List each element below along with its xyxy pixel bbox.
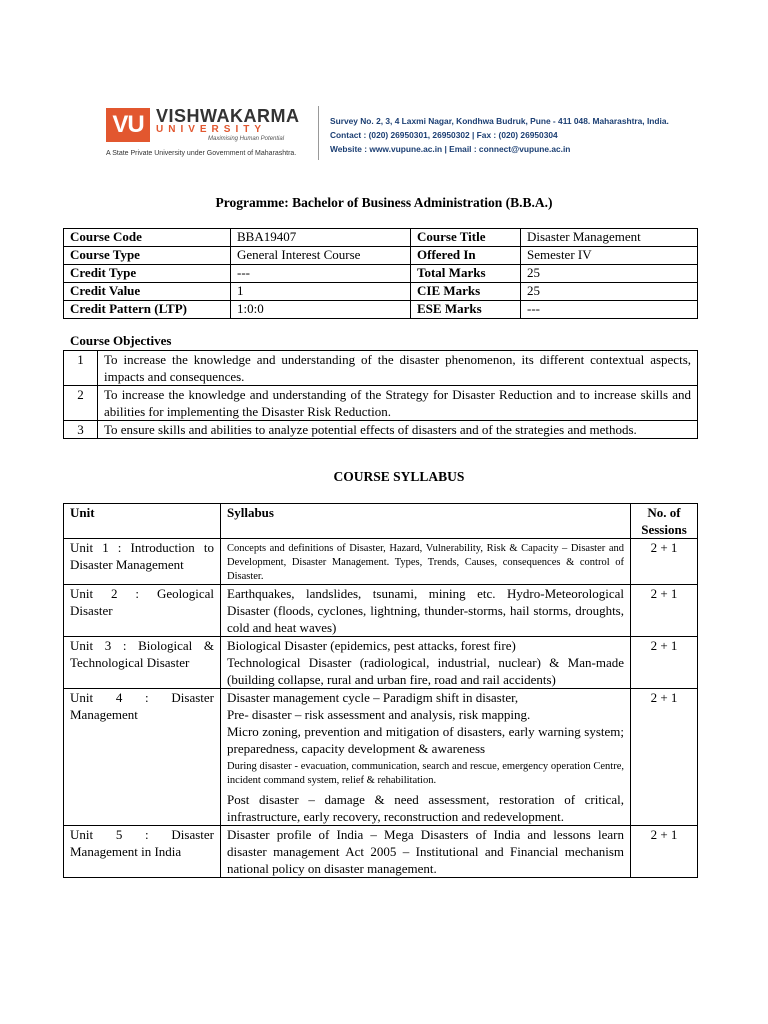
table-row [64,421,698,439]
table-row [64,539,698,585]
address-line: Survey No. 2, 3, 4 Laxmi Nagar, Kondhwa Budruk, Pune - 411 048. Maharashtra, India. [330,116,669,126]
table-row [64,247,698,265]
unit-syllabus [221,539,631,585]
info-key: Credit Pattern (LTP) [64,301,231,319]
info-key: CIE Marks [411,283,521,301]
info-key: Credit Value [64,283,231,301]
university-logo-mark: VU [106,108,150,142]
university-tagline: Maximising Human Potential [208,136,285,142]
unit-sessions: 2 + 1 [631,826,698,878]
course-info-table [63,228,698,319]
website-line: Website : www.vupune.ac.in | Email : connect@vupune.ac.in [330,144,571,154]
objective-text: To increase the knowledge and understanding of the Strategy for Disaster Reduction and to increase skills and abilities for implementing the Disaster Risk Reduction. [98,386,698,421]
programme-title: Programme: Bachelor of Business Administration (B.B.A.) [215,195,553,210]
info-value: Disaster Management [521,229,698,247]
syllabus-heading: COURSE SYLLABUS [333,469,465,484]
unit-syllabus [221,689,631,826]
letterhead [96,92,696,168]
info-key: Course Title [411,229,521,247]
table-row [64,265,698,283]
info-value: 1:0:0 [231,301,411,319]
contact-line: Contact : (020) 26950301, 26950302 | Fax : (020) 26950304 [330,130,558,140]
table-row [64,637,698,689]
objectives-heading: Course Objectives [70,333,172,348]
university-status-note: A State Private University under Government of Maharashtra. [106,150,297,157]
syllabus-head-syllabus: Syllabus [221,504,631,539]
syllabus-head-sessions: No. of Sessions [631,504,698,539]
info-value: --- [521,301,698,319]
table-row [64,386,698,421]
info-value: 25 [521,283,698,301]
objective-number: 2 [64,386,98,421]
syllabus-text: Post disaster – damage & need assessment, restoration of critical, infrastructure, early recovery, reconstruction and redevelopment. [227,792,624,824]
unit-syllabus: Earthquakes, landslides, tsunami, mining etc. Hydro-Meteorological Disaster (floods, cyclones, lightning, thunder-storms, hail storms, droughts, cold and heat waves) [221,585,631,637]
syllabus-head-unit: Unit [64,504,221,539]
table-row [64,689,698,826]
unit-sessions: 2 + 1 [631,585,698,637]
university-name: VISHWAKARMA [156,106,300,126]
objective-text: To ensure skills and abilities to analyze potential effects of disasters and of the strategies and methods. [98,421,698,439]
address-block [330,114,669,156]
syllabus-text: Pre- disaster – risk assessment and analysis, risk mapping. [227,707,531,722]
syllabus-text: Technological Disaster (radiological, industrial, nuclear) & Man-made (building collapse, rural and urban fire, road and rail accidents) [227,655,624,687]
unit-name: Unit 5 : Disaster Management in India [64,826,221,878]
info-value: General Interest Course [231,247,411,265]
syllabus-text: During disaster - evacuation, communication, search and rescue, emergency operation Centre, incident command system, relief & rehabilitation. [227,761,624,786]
table-row [64,585,698,637]
table-row [64,826,698,878]
unit-name: Unit 4 : Disaster Management [64,689,221,826]
unit-syllabus: Disaster profile of India – Mega Disasters of India and lessons learn disaster management Act 2005 – Institutional and Financial mechanism national policy on disaster management. [221,826,631,878]
unit-name: Unit 1 : Introduction to Disaster Management [64,539,221,585]
unit-syllabus [221,637,631,689]
table-row [64,229,698,247]
objectives-table [63,350,698,439]
info-key: Course Code [64,229,231,247]
info-value: BBA19407 [231,229,411,247]
info-key: Course Type [64,247,231,265]
unit-sessions: 2 + 1 [631,539,698,585]
table-row [64,351,698,386]
info-key: Credit Type [64,265,231,283]
info-value: Semester IV [521,247,698,265]
table-row [64,504,698,539]
unit-name: Unit 3 : Biological & Technological Disaster [64,637,221,689]
info-value: 1 [231,283,411,301]
syllabus-text: Disaster management cycle – Paradigm shift in disaster, [227,690,519,705]
header-divider [318,106,319,160]
info-value: --- [231,265,411,283]
unit-sessions: 2 + 1 [631,637,698,689]
info-key: Total Marks [411,265,521,283]
objective-number: 1 [64,351,98,386]
syllabus-text: Concepts and definitions of Disaster, Hazard, Vulnerability, Risk & Capacity – Disaster and Development, Disaster Management. Types, Trends, Causes, consequences & control of Disaster. [227,543,624,582]
syllabus-table [63,503,698,878]
objective-text: To increase the knowledge and understanding of the disaster phenomenon, its different contextual aspects, impacts and consequences. [98,351,698,386]
info-value: 25 [521,265,698,283]
unit-name: Unit 2 : Geological Disaster [64,585,221,637]
table-row [64,283,698,301]
table-row [64,301,698,319]
info-key: ESE Marks [411,301,521,319]
syllabus-text: Micro zoning, prevention and mitigation of disasters, early warning system; preparedness, capacity development & awareness [227,724,624,756]
university-subtitle: UNIVERSITY [156,124,267,135]
unit-sessions: 2 + 1 [631,689,698,826]
syllabus-text: Biological Disaster (epidemics, pest attacks, forest fire) [227,638,516,653]
objective-number: 3 [64,421,98,439]
info-key: Offered In [411,247,521,265]
